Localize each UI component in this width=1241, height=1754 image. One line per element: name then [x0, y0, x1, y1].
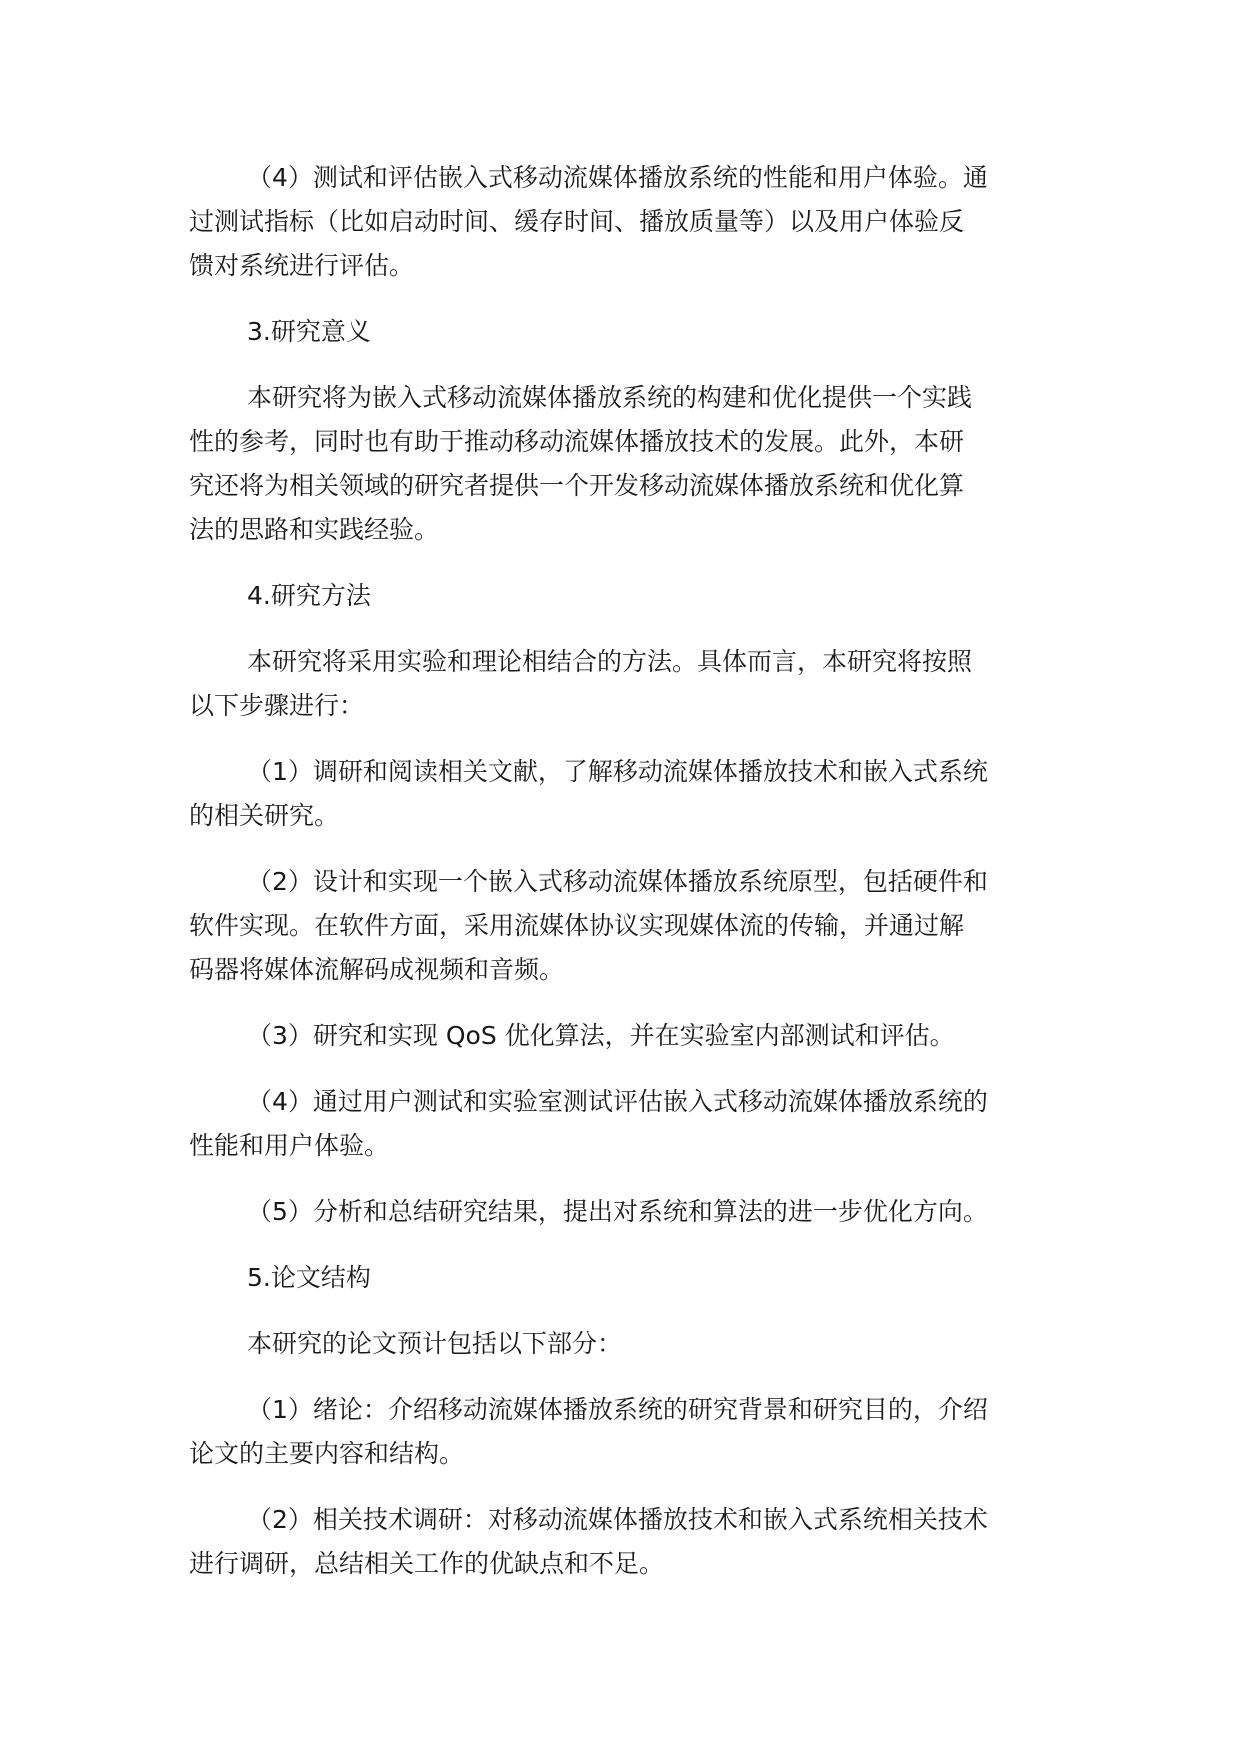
heading-text: 5.论文结构: [247, 1263, 371, 1292]
text-line: （2）设计和实现一个嵌入式移动流媒体播放系统原型，包括硬件和: [247, 867, 988, 896]
document-body: [189, 156, 1059, 1608]
text-line: 论文的主要内容和结构。: [189, 1439, 465, 1468]
text-line: （5）分析和总结研究结果，提出对系统和算法的进一步优化方向。: [247, 1197, 988, 1226]
body-paragraph-method: [189, 640, 1059, 728]
heading-text: 4.研究方法: [247, 581, 371, 610]
text-line: 馈对系统进行评估。: [189, 251, 415, 280]
text-line: （1）调研和阅读相关文献，了解移动流媒体播放技术和嵌入式系统: [247, 757, 988, 786]
text-line: 码器将媒体流解码成视频和音频。: [189, 955, 565, 984]
text-line: 性能和用户体验。: [189, 1131, 390, 1160]
method-item-4: [189, 1080, 1059, 1168]
structure-item-1: [189, 1388, 1059, 1476]
method-item-2: [189, 860, 1059, 992]
text-line: （1）绪论：介绍移动流媒体播放系统的研究背景和研究目的，介绍: [247, 1395, 988, 1424]
text-line: （2）相关技术调研：对移动流媒体播放技术和嵌入式系统相关技术: [247, 1505, 988, 1534]
structure-item-2: [189, 1498, 1059, 1586]
method-item-1: [189, 750, 1059, 838]
text-line: 的相关研究。: [189, 801, 340, 830]
text-line: 究还将为相关领域的研究者提供一个开发移动流媒体播放系统和优化算: [189, 471, 965, 500]
text-line: 本研究将为嵌入式移动流媒体播放系统的构建和优化提供一个实践: [247, 383, 973, 412]
text-line: 软件实现。在软件方面，采用流媒体协议实现媒体流的传输，并通过解: [189, 911, 965, 940]
text-line: （3）研究和实现 QoS 优化算法，并在实验室内部测试和评估。: [247, 1021, 955, 1050]
method-item-5: [189, 1190, 1059, 1234]
text-line: 以下步骤进行：: [189, 691, 365, 720]
section-heading-thesis-structure: [189, 1256, 1059, 1300]
text-line: （4）测试和评估嵌入式移动流媒体播放系统的性能和用户体验。通: [247, 163, 988, 192]
item-4-test-evaluate: [189, 156, 1059, 288]
section-heading-research-significance: [189, 310, 1059, 354]
text-line: 本研究的论文预计包括以下部分：: [247, 1329, 623, 1358]
text-line: 本研究将采用实验和理论相结合的方法。具体而言，本研究将按照: [247, 647, 973, 676]
text-line: （4）通过用户测试和实验室测试评估嵌入式移动流媒体播放系统的: [247, 1087, 988, 1116]
body-paragraph-structure: [189, 1322, 1059, 1366]
text-line: 过测试指标（比如启动时间、缓存时间、播放质量等）以及用户体验反: [189, 207, 965, 236]
method-item-3: [189, 1014, 1059, 1058]
text-line: 进行调研，总结相关工作的优缺点和不足。: [189, 1549, 665, 1578]
heading-text: 3.研究意义: [247, 317, 371, 346]
text-line: 性的参考，同时也有助于推动移动流媒体播放技术的发展。此外，本研: [189, 427, 965, 456]
section-heading-research-method: [189, 574, 1059, 618]
text-line: 法的思路和实践经验。: [189, 515, 440, 544]
body-paragraph-significance: [189, 376, 1059, 552]
